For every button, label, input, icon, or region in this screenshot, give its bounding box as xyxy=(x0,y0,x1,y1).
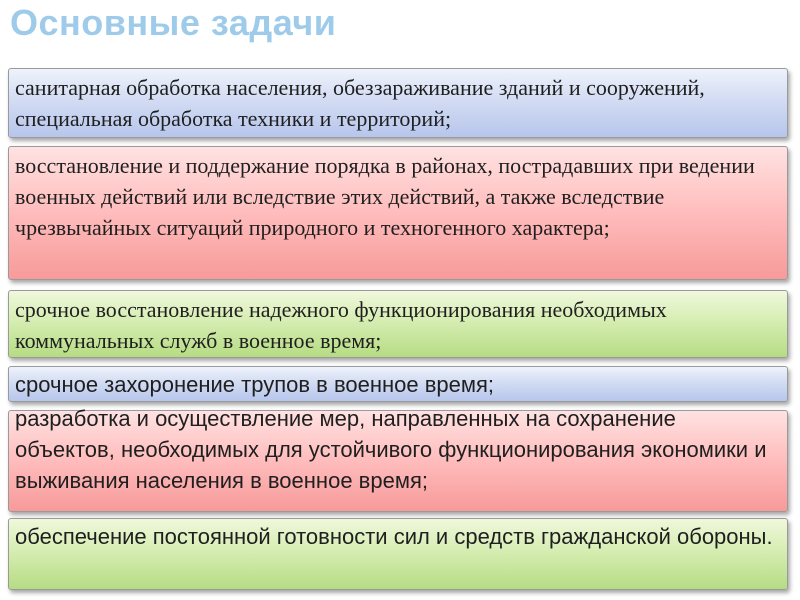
task-text: срочное захоронение трупов в военное время; xyxy=(15,372,495,397)
task-text: восстановление и поддержание порядка в районах, пострадавших при ведении военных действий или вследствие этих действий, а также вследствие чрезвычайных ситуаций природного и техногенного характера; xyxy=(15,153,755,240)
task-text: разработка и осуществление мер, направленных на сохранение объектов, необходимых для устойчивого функционирования экономики и выживания населения в военное время; xyxy=(15,406,767,493)
task-box-sanitation xyxy=(8,68,788,138)
task-text: санитарная обработка населения, обеззараживание зданий и сооружений, специальная обработка техники и территорий; xyxy=(15,75,705,131)
task-box-economy-measures xyxy=(8,406,788,512)
task-box-utilities-restoration xyxy=(8,290,788,358)
slide-title: Основные задачи xyxy=(10,2,337,43)
task-box-order-restoration xyxy=(8,146,788,280)
task-text: обеспечение постоянной готовности сил и средств гражданской обороны. xyxy=(15,524,773,549)
task-box-burial xyxy=(8,366,788,402)
task-box-civil-defense-readiness xyxy=(8,518,788,590)
task-text: срочное восстановление надежного функционирования необходимых коммунальных служб в военное время; xyxy=(15,297,667,353)
